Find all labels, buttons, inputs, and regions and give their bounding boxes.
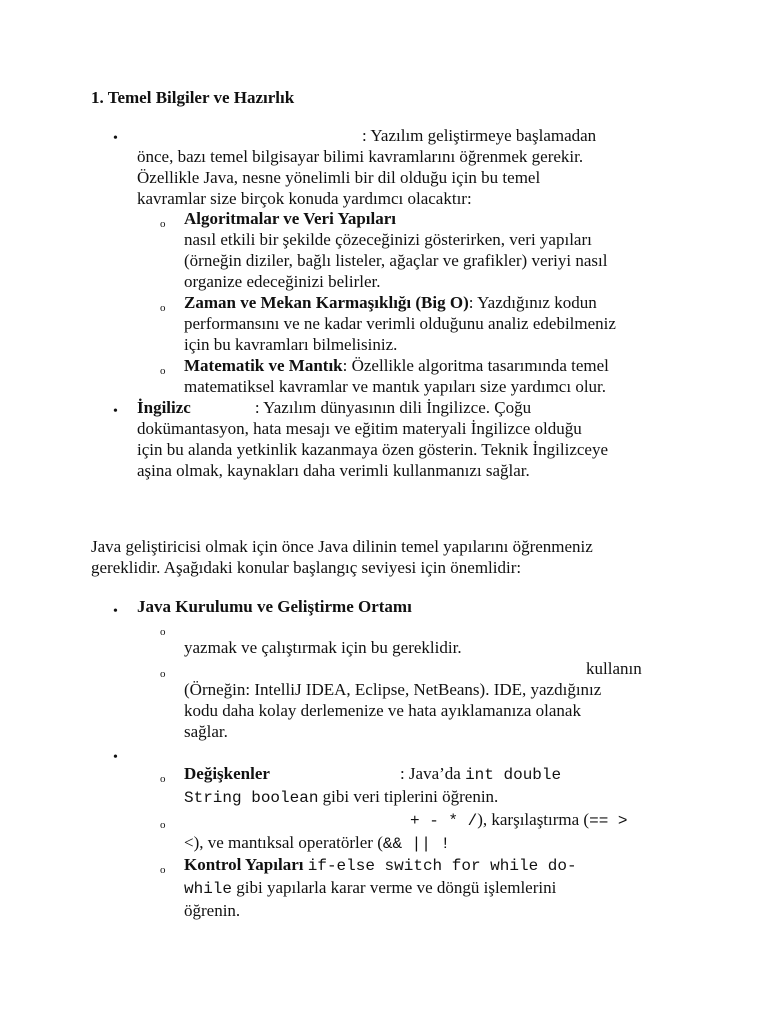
circle-bullet-icon: o <box>160 864 166 876</box>
text-line: kullanın <box>586 659 642 678</box>
circle-bullet-icon: o <box>160 626 166 638</box>
term: Kontrol Yapıları <box>184 855 304 874</box>
term: Algoritmalar ve Veri Yapıları <box>184 209 397 228</box>
text: gibi veri tiplerini öğrenin. <box>322 787 499 806</box>
code-snippet: String boolean <box>184 789 319 807</box>
text-line: kodu daha kolay derlemenize ve hata ayıklamanıza olanak <box>184 701 581 720</box>
code-snippet: if-else switch for while do- <box>307 857 577 875</box>
circle-bullet-icon: o <box>160 819 166 831</box>
paragraph <box>91 536 593 578</box>
bullet-icon: • <box>113 404 118 419</box>
text-line: gereklidir. Aşağıdaki konular başlangıç seviyesi için önemlidir: <box>91 558 522 577</box>
section-heading: 1. Temel Bilgiler ve Hazırlık <box>91 88 295 107</box>
list-item <box>137 397 608 481</box>
text-line: kavramlar size birçok konuda yardımcı olacaktır: <box>137 189 472 208</box>
list-subitem <box>184 658 642 742</box>
code-snippet: while <box>184 880 233 898</box>
text-line: : Yazılım geliştirmeye başlamadan <box>362 126 597 145</box>
list-subitem <box>184 763 561 809</box>
text-line: için bu alanda yetkinlik kazanmaya özen gösterin. Teknik İngilizceye <box>137 440 609 459</box>
text-line: önce, bazı temel bilgisayar bilimi kavramlarını öğrenmek gerekir. <box>137 147 584 166</box>
text-line: organize edeceğinizi belirler. <box>184 272 381 291</box>
bullet-icon: • <box>113 604 118 619</box>
list-subitem <box>184 854 577 921</box>
bullet-icon: • <box>113 131 118 146</box>
code-snippet: && || ! <box>382 835 451 853</box>
code-snippet: == > <box>589 812 628 830</box>
text-line: öğrenin. <box>184 901 241 920</box>
text-line: Özellikle Java, nesne yönelimli bir dil olduğu için bu temel <box>137 168 541 187</box>
list-subitem <box>184 208 607 292</box>
text-line: için bu kavramları bilmelisiniz. <box>184 335 398 354</box>
text-line: matematiksel kavramlar ve mantık yapıları size yardımcı olur. <box>184 377 607 396</box>
text: : Yazılım dünyasının dili İngilizce. Çoğu <box>254 398 532 417</box>
text-line: performansını ve ne kadar verimli olduğunu analiz edebilmeniz <box>184 314 616 333</box>
term: Değişkenler <box>184 764 270 783</box>
code-snippet: int double <box>465 766 562 784</box>
term: Java Kurulumu ve Geliştirme Ortamı <box>137 597 412 616</box>
code-snippet: + - * / <box>410 812 478 830</box>
text-line: (Örneğin: IntelliJ IDEA, Eclipse, NetBeans). IDE, yazdığınız <box>184 680 602 699</box>
list-subitem <box>184 809 628 855</box>
text-line: nasıl etkili bir şekilde çözeceğinizi gösterirken, veri yapıları <box>184 230 592 249</box>
circle-bullet-icon: o <box>160 302 166 314</box>
list-subitem <box>184 292 616 355</box>
text-line: (örneğin diziler, bağlı listeler, ağaçlar ve grafikler) veriyi nasıl <box>184 251 608 270</box>
list-item <box>137 125 596 209</box>
circle-bullet-icon: o <box>160 365 166 377</box>
text-line: aşina olmak, kaynakları daha verimli kullanmanızı sağlar. <box>137 461 530 480</box>
text: ), karşılaştırma ( <box>477 810 590 829</box>
list-subitem <box>184 355 609 397</box>
list-item <box>137 596 412 617</box>
term: Matematik ve Mantık <box>184 356 343 375</box>
term: Zaman ve Mekan Karmaşıklığı (Big O) <box>184 293 469 312</box>
list-subitem <box>184 637 462 658</box>
text-line: yazmak ve çalıştırmak için bu gereklidir. <box>184 638 462 657</box>
text: gibi yapılarla karar verme ve döngü işlemlerini <box>236 878 557 897</box>
text: : Yazdığınız kodun <box>468 293 597 312</box>
text-line: dokümantasyon, hata mesajı ve eğitim materyali İngilizce olduğu <box>137 419 582 438</box>
circle-bullet-icon: o <box>160 668 166 680</box>
bullet-icon: • <box>113 750 118 765</box>
text: <), ve mantıksal operatörler ( <box>184 833 383 852</box>
text-line: Java geliştiricisi olmak için önce Java dilinin temel yapılarını öğrenmeniz <box>91 537 593 556</box>
text-line: sağlar. <box>184 722 228 741</box>
circle-bullet-icon: o <box>160 773 166 785</box>
text: : Java’da <box>399 764 461 783</box>
circle-bullet-icon: o <box>160 218 166 230</box>
text: : Özellikle algoritma tasarımında temel <box>342 356 609 375</box>
term: İngilizc <box>137 398 191 417</box>
